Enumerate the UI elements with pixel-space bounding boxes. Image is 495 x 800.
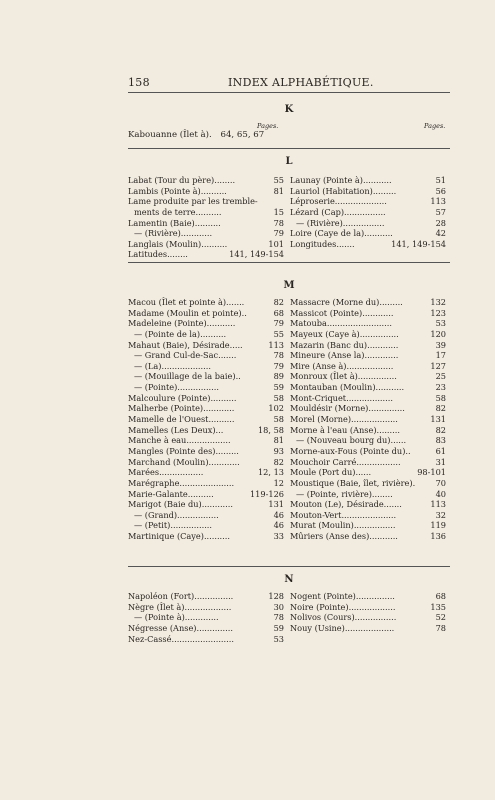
entry-text: — Grand Cul-de-Sac....... bbox=[134, 350, 237, 361]
index-entry bbox=[128, 591, 284, 602]
index-entry bbox=[290, 520, 446, 531]
entry-pages: 136 bbox=[430, 531, 446, 542]
entry-text: Lambis (Pointe à).......... bbox=[128, 185, 227, 196]
entry-text: Launay (Pointe à)........... bbox=[290, 175, 392, 185]
index-entry bbox=[290, 382, 446, 393]
entry-text: — (Petit)................ bbox=[134, 520, 213, 531]
entry-text: Loire (Caye de la)........... bbox=[290, 228, 393, 239]
entry-text: — (Pointe)................ bbox=[134, 382, 219, 393]
index-entry bbox=[290, 446, 446, 457]
entry-pages: 131 bbox=[268, 499, 284, 510]
entry-text: Moustique (Baie, îlet, rivière). bbox=[290, 477, 416, 488]
index-entry bbox=[290, 602, 446, 613]
entry-pages: 59 bbox=[273, 382, 284, 393]
entry-pages: 132 bbox=[430, 297, 446, 307]
index-entry bbox=[290, 612, 446, 623]
index-entry bbox=[290, 228, 446, 239]
index-entry bbox=[128, 186, 284, 197]
entry-pages: 64, 65, 67 bbox=[220, 130, 265, 140]
entry-text: — (Pointe, rivière)........ bbox=[296, 488, 393, 499]
entry-pages: 61 bbox=[435, 445, 446, 456]
section-m-right-column bbox=[290, 297, 446, 542]
index-entry bbox=[290, 297, 446, 308]
entry-pages: 141, 149-154 bbox=[229, 249, 284, 260]
entry-text: Matouba......................... bbox=[290, 318, 392, 329]
entry-text: Lauriol (Habitation)......... bbox=[290, 185, 397, 196]
section-rule bbox=[128, 262, 450, 263]
section-l-left-column bbox=[128, 175, 284, 260]
entry-pages: 141, 149-154 bbox=[391, 238, 446, 249]
entry-text: Mahaut (Baie), Désirade..... bbox=[128, 339, 243, 350]
index-entry bbox=[128, 297, 284, 308]
entry-pages: 30 bbox=[273, 601, 284, 612]
index-entry bbox=[290, 403, 446, 414]
entry-text: Moule (Port du)...... bbox=[290, 467, 372, 478]
entry-pages: 33 bbox=[273, 531, 284, 542]
section-letter-l: L bbox=[285, 156, 293, 167]
entry-text: Lézard (Cap)................ bbox=[290, 206, 386, 217]
section-n-right-column bbox=[290, 591, 446, 634]
entry-text: Morne-aux-Fous (Pointe du).. bbox=[290, 445, 411, 456]
index-entry bbox=[128, 623, 284, 634]
entry-pages: 23 bbox=[435, 382, 446, 393]
entry-text: Négresse (Anse).............. bbox=[128, 622, 233, 633]
index-entry bbox=[290, 371, 446, 382]
index-entry bbox=[290, 531, 446, 542]
entry-text: Mazarin (Banc du)............ bbox=[290, 339, 399, 350]
entry-pages: 59 bbox=[273, 622, 284, 633]
index-entry bbox=[290, 591, 446, 602]
entry-text: Murat (Moulin)................ bbox=[290, 520, 396, 531]
entry-text: — (Nouveau bourg du)...... bbox=[296, 435, 407, 446]
entry-text: Massacre (Morne du)......... bbox=[290, 297, 403, 307]
index-entry bbox=[128, 425, 284, 436]
index-entry bbox=[128, 489, 284, 500]
entry-pages: 58 bbox=[273, 414, 284, 425]
index-entry bbox=[290, 623, 446, 634]
index-entry bbox=[128, 457, 284, 468]
entry-pages: 68 bbox=[273, 307, 284, 318]
entry-text: Mouton (Le), Désirade....... bbox=[290, 499, 402, 510]
index-entry bbox=[128, 239, 284, 250]
index-entry bbox=[128, 371, 284, 382]
entry-text: — (La)................... bbox=[134, 360, 211, 371]
entry-pages: 123 bbox=[430, 307, 446, 318]
entry-text: — (Grand)................ bbox=[134, 509, 219, 520]
index-entry bbox=[128, 414, 284, 425]
index-entry bbox=[128, 207, 284, 218]
entry-pages: 127 bbox=[430, 360, 446, 371]
page-title: INDEX ALPHABÉTIQUE. bbox=[228, 76, 374, 89]
entry-text: — (Pointe à)............. bbox=[134, 612, 219, 623]
entry-pages: 51 bbox=[435, 175, 446, 185]
index-entry bbox=[290, 425, 446, 436]
index-entry bbox=[290, 196, 446, 207]
entry-text: Malcoulure (Pointe).......... bbox=[128, 392, 237, 403]
entry-text: — (Pointe de la).......... bbox=[134, 328, 227, 339]
section-n-left-column bbox=[128, 591, 284, 644]
index-entry bbox=[128, 499, 284, 510]
entry-text: Lamentin (Baie).......... bbox=[128, 217, 221, 228]
entry-pages: 55 bbox=[273, 175, 284, 185]
entry-pages: 31 bbox=[435, 456, 446, 467]
section-letter-k: K bbox=[284, 104, 294, 115]
index-entry bbox=[290, 186, 446, 197]
entry-pages: 83 bbox=[435, 435, 446, 446]
entry-pages: 79 bbox=[273, 228, 284, 239]
index-entry bbox=[290, 175, 446, 186]
entry-text: Léproserie.................... bbox=[290, 196, 387, 207]
entry-text: Morne à l'eau (Anse)......... bbox=[290, 424, 400, 435]
entry-pages: 135 bbox=[430, 601, 446, 612]
index-entry bbox=[128, 228, 284, 239]
entry-text: Marées................. bbox=[128, 467, 204, 478]
entry-text: Manche à eau................. bbox=[128, 435, 231, 446]
entry-pages: 28 bbox=[435, 217, 446, 228]
entry-pages: 120 bbox=[430, 328, 446, 339]
entry-pages: 79 bbox=[273, 360, 284, 371]
index-entry bbox=[128, 249, 284, 260]
header-rule bbox=[128, 92, 450, 93]
index-entry bbox=[290, 435, 446, 446]
entry-pages: 81 bbox=[273, 435, 284, 446]
entry-text: ments de terre.......... bbox=[134, 206, 222, 217]
entry-text: Mouchoir Carré................. bbox=[290, 456, 401, 467]
entry-pages: 42 bbox=[435, 228, 446, 239]
index-entry-kabouanne bbox=[128, 130, 264, 140]
entry-pages: 113 bbox=[430, 499, 446, 510]
section-rule bbox=[128, 566, 450, 567]
entry-pages: 68 bbox=[435, 591, 446, 601]
entry-text: — (Rivière)............ bbox=[134, 228, 213, 239]
entry-pages: 78 bbox=[273, 217, 284, 228]
entry-pages: 82 bbox=[273, 456, 284, 467]
entry-pages: 46 bbox=[273, 520, 284, 531]
entry-text: Nouy (Usine)................... bbox=[290, 622, 395, 633]
index-entry bbox=[290, 478, 446, 489]
entry-text: Mouldésir (Morne).............. bbox=[290, 403, 405, 414]
entry-text: Montauban (Moulin)........... bbox=[290, 382, 405, 393]
entry-text: Mamelle de l'Ouest.......... bbox=[128, 414, 235, 425]
entry-pages: 119-126 bbox=[249, 488, 284, 499]
section-letter-m: M bbox=[283, 280, 295, 291]
entry-text: Latitudes........ bbox=[128, 249, 188, 260]
index-entry bbox=[128, 435, 284, 446]
entry-pages: 78 bbox=[273, 350, 284, 361]
entry-text: Macou (Îlet et pointe à)....... bbox=[128, 297, 245, 307]
entry-text: Mouton-Vert..................... bbox=[290, 509, 397, 520]
entry-pages: 113 bbox=[430, 196, 446, 207]
entry-text: Marie-Galante.......... bbox=[128, 488, 214, 499]
index-entry bbox=[290, 489, 446, 500]
index-entry bbox=[290, 340, 446, 351]
index-entry bbox=[290, 361, 446, 372]
entry-text: Madame (Moulin et pointe).. bbox=[128, 307, 247, 318]
index-entry bbox=[128, 446, 284, 457]
entry-text: Monroux (Îlet à)............... bbox=[290, 371, 397, 382]
index-entry bbox=[128, 318, 284, 329]
index-entry bbox=[128, 520, 284, 531]
index-entry bbox=[290, 499, 446, 510]
entry-pages: 57 bbox=[435, 206, 446, 217]
index-entry bbox=[128, 196, 284, 207]
entry-text: Langlais (Moulin).......... bbox=[128, 238, 228, 249]
entry-text: Longitudes....... bbox=[290, 238, 355, 249]
entry-text: Mangles (Pointe des)......... bbox=[128, 445, 239, 456]
entry-pages: 46 bbox=[273, 509, 284, 520]
entry-pages: 53 bbox=[273, 633, 284, 644]
index-entry bbox=[128, 467, 284, 478]
entry-text: Kabouanne (Îlet à). bbox=[128, 130, 212, 140]
entry-text: — (Rivière)................ bbox=[296, 217, 385, 228]
index-entry bbox=[128, 218, 284, 229]
entry-pages: 131 bbox=[430, 414, 446, 425]
running-header bbox=[128, 76, 378, 90]
entry-text: Mamelles (Les Deux)... bbox=[128, 424, 224, 435]
index-entry bbox=[128, 510, 284, 521]
entry-pages: 18, 58 bbox=[257, 424, 284, 435]
entry-text: Marchand (Moulin)............ bbox=[128, 456, 240, 467]
entry-pages: 55 bbox=[273, 328, 284, 339]
pages-column-label-left: Pages. bbox=[257, 122, 279, 130]
entry-pages: 82 bbox=[435, 424, 446, 435]
entry-text: — (Mouillage de la baie).. bbox=[134, 371, 241, 382]
index-entry bbox=[290, 510, 446, 521]
entry-text: Mire (Anse à).................. bbox=[290, 360, 394, 371]
entry-pages: 32 bbox=[435, 509, 446, 520]
entry-text: Mûriers (Anse des)........... bbox=[290, 531, 398, 542]
entry-pages: 12, 13 bbox=[257, 467, 284, 478]
entry-text: Labat (Tour du père)........ bbox=[128, 175, 236, 185]
entry-pages: 89 bbox=[273, 371, 284, 382]
index-entry bbox=[128, 531, 284, 542]
entry-pages: 78 bbox=[273, 612, 284, 623]
page-number: 158 bbox=[128, 76, 150, 89]
index-entry bbox=[128, 361, 284, 372]
entry-text: Mont-Criquet.................. bbox=[290, 392, 393, 403]
entry-text: Marigot (Baie du)............ bbox=[128, 499, 233, 510]
index-entry bbox=[290, 329, 446, 340]
entry-pages: 128 bbox=[268, 591, 284, 601]
entry-text: Malherbe (Pointe)............ bbox=[128, 403, 235, 414]
entry-text: Mineure (Anse la)............. bbox=[290, 350, 399, 361]
index-entry bbox=[128, 602, 284, 613]
index-entry bbox=[290, 393, 446, 404]
index-entry bbox=[128, 350, 284, 361]
index-entry bbox=[290, 308, 446, 319]
entry-pages: 98-101 bbox=[417, 467, 446, 478]
section-m-left-column bbox=[128, 297, 284, 542]
entry-pages: 79 bbox=[273, 318, 284, 329]
entry-pages: 113 bbox=[268, 339, 284, 350]
entry-pages: 93 bbox=[273, 445, 284, 456]
index-entry bbox=[128, 340, 284, 351]
index-entry bbox=[128, 403, 284, 414]
entry-text: Massicot (Pointe)............ bbox=[290, 307, 394, 318]
section-l-right-column bbox=[290, 175, 446, 249]
entry-text: Nez-Cassé........................ bbox=[128, 633, 234, 644]
index-entry bbox=[290, 467, 446, 478]
index-entry bbox=[290, 350, 446, 361]
entry-pages: 40 bbox=[435, 488, 446, 499]
entry-text: Madeleine (Pointe)........... bbox=[128, 318, 236, 329]
index-entry bbox=[128, 393, 284, 404]
entry-pages: 102 bbox=[268, 403, 284, 414]
index-entry bbox=[290, 414, 446, 425]
entry-pages: 78 bbox=[435, 622, 446, 633]
index-entry bbox=[128, 382, 284, 393]
index-entry bbox=[290, 207, 446, 218]
index-entry bbox=[128, 175, 284, 186]
index-entry bbox=[290, 457, 446, 468]
index-entry bbox=[128, 634, 284, 645]
section-rule bbox=[128, 148, 450, 149]
entry-pages: 25 bbox=[435, 371, 446, 382]
entry-pages: 81 bbox=[273, 185, 284, 196]
entry-text: Nogent (Pointe)............... bbox=[290, 591, 395, 601]
index-entry bbox=[128, 329, 284, 340]
entry-text: Noire (Pointe).................. bbox=[290, 601, 396, 612]
entry-pages: 56 bbox=[435, 185, 446, 196]
index-entry bbox=[128, 612, 284, 623]
entry-pages: 52 bbox=[435, 612, 446, 623]
entry-pages: 58 bbox=[273, 392, 284, 403]
entry-text: Napoléon (Fort)............... bbox=[128, 591, 234, 601]
entry-text: Nolivos (Cours)................ bbox=[290, 612, 397, 623]
index-entry bbox=[290, 318, 446, 329]
entry-text: Morel (Morne).................. bbox=[290, 414, 398, 425]
entry-text: Mayeux (Caye à)............... bbox=[290, 328, 399, 339]
index-entry bbox=[290, 239, 446, 250]
entry-pages: 12 bbox=[273, 477, 284, 488]
entry-pages: 82 bbox=[435, 403, 446, 414]
entry-pages: 39 bbox=[435, 339, 446, 350]
entry-pages: 119 bbox=[430, 520, 446, 531]
entry-pages: 70 bbox=[435, 477, 446, 488]
index-entry bbox=[128, 308, 284, 319]
section-letter-n: N bbox=[284, 574, 294, 585]
entry-pages: 53 bbox=[435, 318, 446, 329]
entry-text: Lame produite par les tremble- bbox=[128, 196, 258, 207]
entry-text: Nègre (Îlet à).................. bbox=[128, 601, 232, 612]
entry-text: Marégraphe..................... bbox=[128, 477, 235, 488]
entry-pages: 82 bbox=[273, 297, 284, 307]
entry-text: Martinique (Caye).......... bbox=[128, 531, 230, 542]
index-entry bbox=[128, 478, 284, 489]
entry-pages: 58 bbox=[435, 392, 446, 403]
pages-column-label-right: Pages. bbox=[424, 122, 446, 130]
entry-pages: 17 bbox=[435, 350, 446, 361]
entry-pages: 15 bbox=[273, 206, 284, 217]
entry-pages: 101 bbox=[268, 238, 284, 249]
index-entry bbox=[290, 218, 446, 229]
